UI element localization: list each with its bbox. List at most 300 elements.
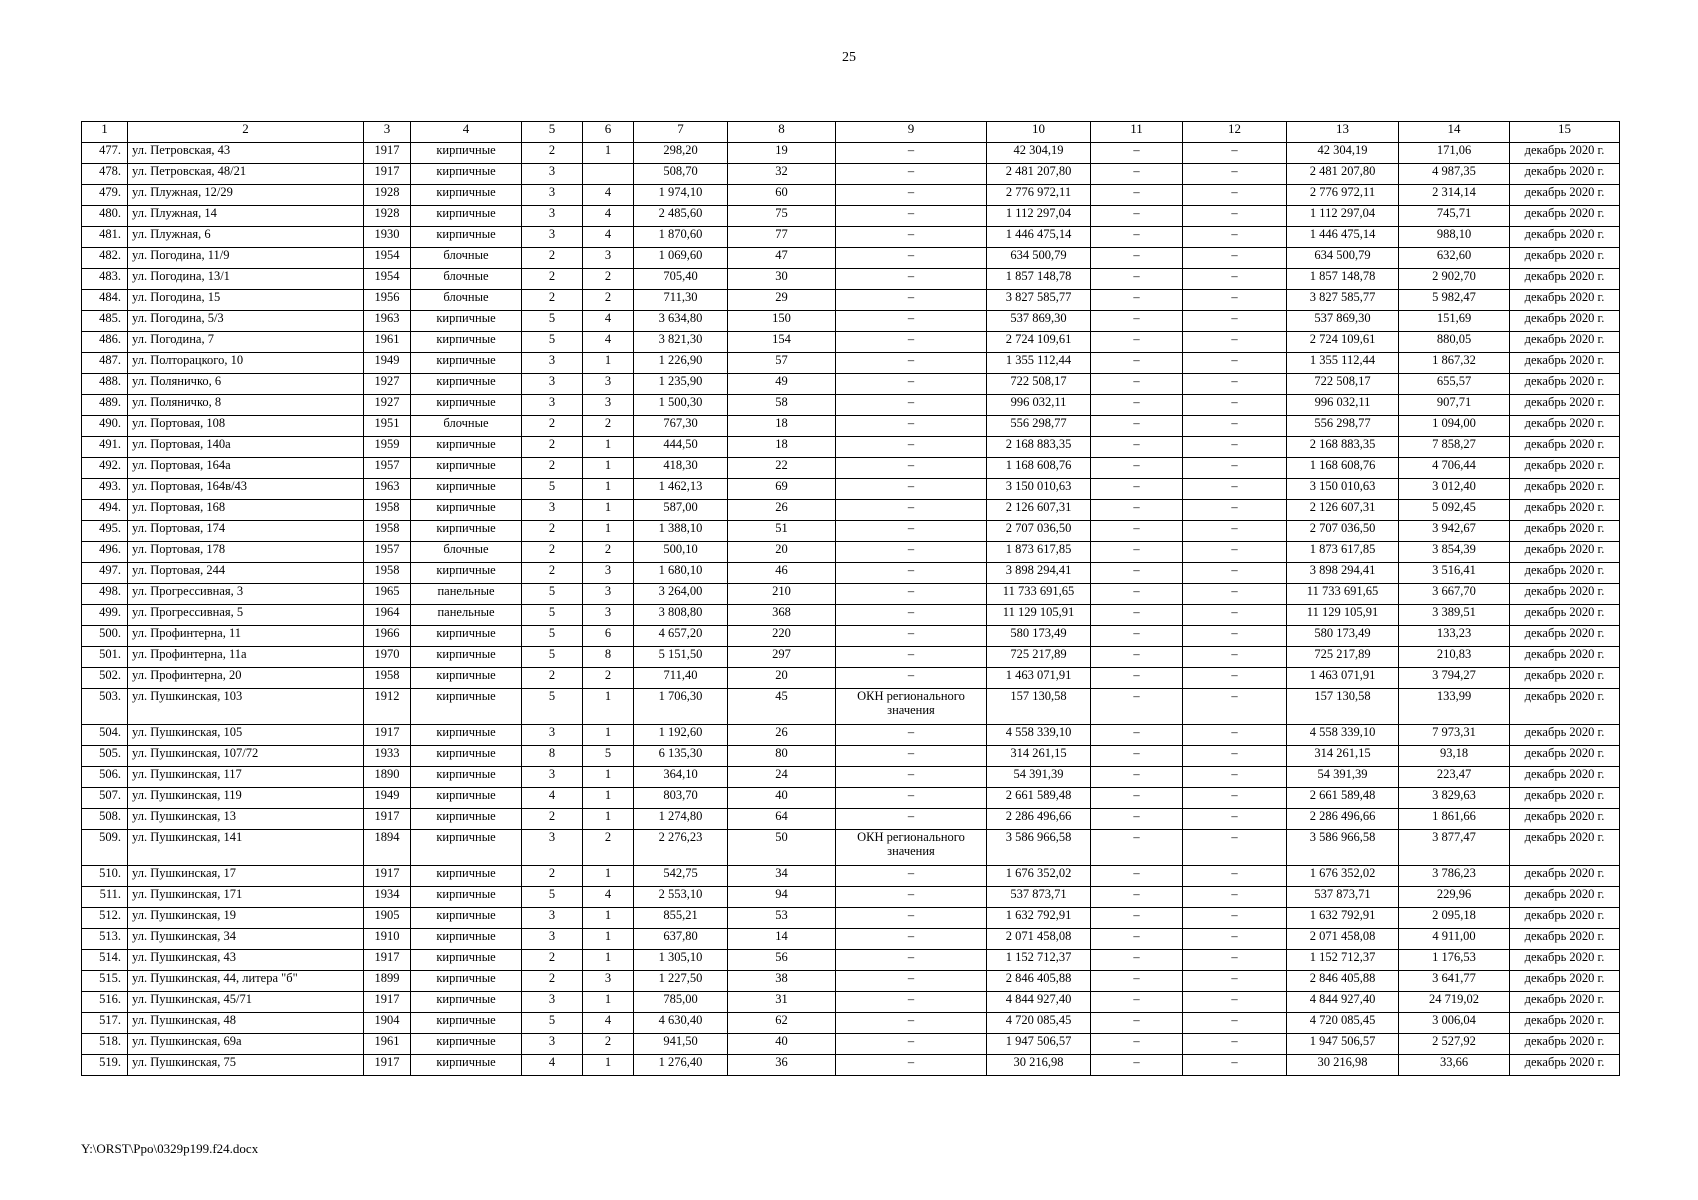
unit-cost-cell: 151,69: [1399, 311, 1510, 332]
entrances-cell: 2: [583, 1034, 634, 1055]
row-number: 517.: [82, 1013, 128, 1034]
residents-cell: 80: [728, 746, 836, 767]
deadline-cell: декабрь 2020 г.: [1510, 647, 1620, 668]
table-row: [82, 563, 1620, 584]
year-cell: 1957: [364, 458, 411, 479]
floors-cell: 2: [522, 866, 583, 887]
row-number: 496.: [82, 542, 128, 563]
deadline-cell: декабрь 2020 г.: [1510, 269, 1620, 290]
row-number: 493.: [82, 479, 128, 500]
col11-cell: –: [1091, 668, 1183, 689]
floors-cell: 2: [522, 809, 583, 830]
col12-cell: –: [1183, 929, 1287, 950]
row-number: 495.: [82, 521, 128, 542]
wall-material-cell: кирпичные: [411, 950, 522, 971]
cost-cell: 3 150 010,63: [987, 479, 1091, 500]
floors-cell: 3: [522, 767, 583, 788]
wall-material-cell: кирпичные: [411, 929, 522, 950]
status-cell: –: [836, 584, 987, 605]
deadline-cell: декабрь 2020 г.: [1510, 542, 1620, 563]
col11-cell: –: [1091, 992, 1183, 1013]
col12-cell: –: [1183, 992, 1287, 1013]
address-cell: ул. Профинтерна, 20: [128, 668, 364, 689]
area-cell: 1 227,50: [634, 971, 728, 992]
year-cell: 1949: [364, 788, 411, 809]
total-cost-cell: 54 391,39: [1287, 767, 1399, 788]
col11-cell: –: [1091, 458, 1183, 479]
total-cost-cell: 2 707 036,50: [1287, 521, 1399, 542]
wall-material-cell: кирпичные: [411, 143, 522, 164]
table-row: [82, 1055, 1620, 1076]
cost-cell: 1 857 148,78: [987, 269, 1091, 290]
table-row: [82, 626, 1620, 647]
year-cell: 1917: [364, 866, 411, 887]
address-cell: ул. Портовая, 164а: [128, 458, 364, 479]
row-number: 499.: [82, 605, 128, 626]
address-cell: ул. Плужная, 14: [128, 206, 364, 227]
status-cell: –: [836, 1055, 987, 1076]
residents-cell: 51: [728, 521, 836, 542]
status-cell: –: [836, 227, 987, 248]
col12-cell: –: [1183, 437, 1287, 458]
row-number: 507.: [82, 788, 128, 809]
col11-cell: –: [1091, 1055, 1183, 1076]
status-cell: –: [836, 788, 987, 809]
col12-cell: –: [1183, 479, 1287, 500]
unit-cost-cell: 2 095,18: [1399, 908, 1510, 929]
col12-cell: –: [1183, 647, 1287, 668]
total-cost-cell: 3 150 010,63: [1287, 479, 1399, 500]
total-cost-cell: 4 720 085,45: [1287, 1013, 1399, 1034]
total-cost-cell: 2 126 607,31: [1287, 500, 1399, 521]
column-header: 8: [728, 122, 836, 143]
residents-cell: 58: [728, 395, 836, 416]
year-cell: 1917: [364, 725, 411, 746]
col11-cell: –: [1091, 929, 1183, 950]
wall-material-cell: кирпичные: [411, 626, 522, 647]
row-number: 498.: [82, 584, 128, 605]
unit-cost-cell: 24 719,02: [1399, 992, 1510, 1013]
year-cell: 1964: [364, 605, 411, 626]
col12-cell: –: [1183, 164, 1287, 185]
table-row: [82, 866, 1620, 887]
file-path-footer: Y:\ORST\Ppo\0329p199.f24.docx: [81, 1141, 259, 1156]
residents-cell: 19: [728, 143, 836, 164]
address-cell: ул. Погодина, 5/3: [128, 311, 364, 332]
row-number: 502.: [82, 668, 128, 689]
address-cell: ул. Плужная, 6: [128, 227, 364, 248]
wall-material-cell: кирпичные: [411, 689, 522, 725]
area-cell: 3 821,30: [634, 332, 728, 353]
address-cell: ул. Портовая, 164в/43: [128, 479, 364, 500]
wall-material-cell: кирпичные: [411, 185, 522, 206]
total-cost-cell: 2 071 458,08: [1287, 929, 1399, 950]
col11-cell: –: [1091, 521, 1183, 542]
status-cell: –: [836, 290, 987, 311]
area-cell: 2 485,60: [634, 206, 728, 227]
col11-cell: –: [1091, 647, 1183, 668]
deadline-cell: декабрь 2020 г.: [1510, 626, 1620, 647]
area-cell: 508,70: [634, 164, 728, 185]
area-cell: 3 808,80: [634, 605, 728, 626]
cost-cell: 2 724 109,61: [987, 332, 1091, 353]
address-cell: ул. Пушкинская, 103: [128, 689, 364, 725]
area-cell: 587,00: [634, 500, 728, 521]
address-cell: ул. Пушкинская, 17: [128, 866, 364, 887]
col11-cell: –: [1091, 332, 1183, 353]
total-cost-cell: 2 724 109,61: [1287, 332, 1399, 353]
floors-cell: 2: [522, 416, 583, 437]
wall-material-cell: кирпичные: [411, 479, 522, 500]
entrances-cell: 1: [583, 866, 634, 887]
wall-material-cell: кирпичные: [411, 887, 522, 908]
status-cell: –: [836, 971, 987, 992]
area-cell: 941,50: [634, 1034, 728, 1055]
deadline-cell: декабрь 2020 г.: [1510, 929, 1620, 950]
year-cell: 1954: [364, 269, 411, 290]
address-cell: ул. Портовая, 140а: [128, 437, 364, 458]
cost-cell: 3 898 294,41: [987, 563, 1091, 584]
total-cost-cell: 634 500,79: [1287, 248, 1399, 269]
year-cell: 1905: [364, 908, 411, 929]
year-cell: 1917: [364, 143, 411, 164]
col11-cell: –: [1091, 416, 1183, 437]
col11-cell: –: [1091, 353, 1183, 374]
col12-cell: –: [1183, 767, 1287, 788]
residents-cell: 18: [728, 416, 836, 437]
total-cost-cell: 3 898 294,41: [1287, 563, 1399, 584]
table-body: [82, 143, 1620, 1076]
floors-cell: 2: [522, 971, 583, 992]
table-row: [82, 143, 1620, 164]
table-row: [82, 689, 1620, 725]
floors-cell: 2: [522, 269, 583, 290]
wall-material-cell: кирпичные: [411, 164, 522, 185]
address-cell: ул. Профинтерна, 11: [128, 626, 364, 647]
total-cost-cell: 1 168 608,76: [1287, 458, 1399, 479]
deadline-cell: декабрь 2020 г.: [1510, 908, 1620, 929]
row-number: 488.: [82, 374, 128, 395]
col12-cell: –: [1183, 830, 1287, 866]
table-row: [82, 395, 1620, 416]
floors-cell: 3: [522, 395, 583, 416]
deadline-cell: декабрь 2020 г.: [1510, 971, 1620, 992]
row-number: 518.: [82, 1034, 128, 1055]
floors-cell: 3: [522, 185, 583, 206]
area-cell: 1 192,60: [634, 725, 728, 746]
status-cell: –: [836, 164, 987, 185]
cost-cell: 2 661 589,48: [987, 788, 1091, 809]
total-cost-cell: 11 733 691,65: [1287, 584, 1399, 605]
table-row: [82, 374, 1620, 395]
row-number: 490.: [82, 416, 128, 437]
cost-cell: 2 286 496,66: [987, 809, 1091, 830]
data-table-container: [81, 121, 1619, 1076]
col12-cell: –: [1183, 185, 1287, 206]
floors-cell: 2: [522, 668, 583, 689]
floors-cell: 3: [522, 830, 583, 866]
entrances-cell: 1: [583, 458, 634, 479]
address-cell: ул. Пушкинская, 45/71: [128, 992, 364, 1013]
unit-cost-cell: 3 794,27: [1399, 668, 1510, 689]
total-cost-cell: 1 112 297,04: [1287, 206, 1399, 227]
area-cell: 1 305,10: [634, 950, 728, 971]
col12-cell: –: [1183, 311, 1287, 332]
table-row: [82, 542, 1620, 563]
total-cost-cell: 42 304,19: [1287, 143, 1399, 164]
area-cell: 298,20: [634, 143, 728, 164]
residents-cell: 26: [728, 725, 836, 746]
address-cell: ул. Плужная, 12/29: [128, 185, 364, 206]
entrances-cell: 1: [583, 437, 634, 458]
entrances-cell: 8: [583, 647, 634, 668]
floors-cell: 8: [522, 746, 583, 767]
entrances-cell: 1: [583, 500, 634, 521]
col11-cell: –: [1091, 605, 1183, 626]
status-cell: –: [836, 542, 987, 563]
address-cell: ул. Пушкинская, 48: [128, 1013, 364, 1034]
total-cost-cell: 1 463 071,91: [1287, 668, 1399, 689]
col11-cell: –: [1091, 542, 1183, 563]
area-cell: 418,30: [634, 458, 728, 479]
col12-cell: –: [1183, 971, 1287, 992]
total-cost-cell: 537 873,71: [1287, 887, 1399, 908]
col11-cell: –: [1091, 563, 1183, 584]
wall-material-cell: кирпичные: [411, 767, 522, 788]
wall-material-cell: кирпичные: [411, 992, 522, 1013]
residents-cell: 50: [728, 830, 836, 866]
column-header: 10: [987, 122, 1091, 143]
entrances-cell: 1: [583, 725, 634, 746]
area-cell: 4 630,40: [634, 1013, 728, 1034]
unit-cost-cell: 3 641,77: [1399, 971, 1510, 992]
deadline-cell: декабрь 2020 г.: [1510, 311, 1620, 332]
entrances-cell: 3: [583, 605, 634, 626]
year-cell: 1951: [364, 416, 411, 437]
col12-cell: –: [1183, 908, 1287, 929]
area-cell: 711,40: [634, 668, 728, 689]
cost-cell: 30 216,98: [987, 1055, 1091, 1076]
address-cell: ул. Пушкинская, 44, литера "б": [128, 971, 364, 992]
deadline-cell: декабрь 2020 г.: [1510, 725, 1620, 746]
wall-material-cell: кирпичные: [411, 458, 522, 479]
year-cell: 1917: [364, 950, 411, 971]
col12-cell: –: [1183, 374, 1287, 395]
status-cell: –: [836, 746, 987, 767]
total-cost-cell: 3 827 585,77: [1287, 290, 1399, 311]
cost-cell: 42 304,19: [987, 143, 1091, 164]
area-cell: 803,70: [634, 788, 728, 809]
cost-cell: 2 481 207,80: [987, 164, 1091, 185]
area-cell: 3 634,80: [634, 311, 728, 332]
table-row: [82, 1034, 1620, 1055]
table-row: [82, 725, 1620, 746]
status-cell: –: [836, 725, 987, 746]
year-cell: 1958: [364, 500, 411, 521]
wall-material-cell: кирпичные: [411, 908, 522, 929]
residents-cell: 46: [728, 563, 836, 584]
deadline-cell: декабрь 2020 г.: [1510, 479, 1620, 500]
floors-cell: 5: [522, 479, 583, 500]
residents-cell: 20: [728, 542, 836, 563]
floors-cell: 5: [522, 689, 583, 725]
row-number: 512.: [82, 908, 128, 929]
year-cell: 1949: [364, 353, 411, 374]
unit-cost-cell: 632,60: [1399, 248, 1510, 269]
total-cost-cell: 1 676 352,02: [1287, 866, 1399, 887]
col11-cell: –: [1091, 206, 1183, 227]
wall-material-cell: кирпичные: [411, 809, 522, 830]
status-cell: –: [836, 479, 987, 500]
deadline-cell: декабрь 2020 г.: [1510, 290, 1620, 311]
deadline-cell: декабрь 2020 г.: [1510, 563, 1620, 584]
col11-cell: –: [1091, 725, 1183, 746]
entrances-cell: 4: [583, 887, 634, 908]
total-cost-cell: 725 217,89: [1287, 647, 1399, 668]
year-cell: 1894: [364, 830, 411, 866]
col12-cell: –: [1183, 563, 1287, 584]
address-cell: ул. Портовая, 168: [128, 500, 364, 521]
address-cell: ул. Петровская, 48/21: [128, 164, 364, 185]
unit-cost-cell: 3 012,40: [1399, 479, 1510, 500]
deadline-cell: декабрь 2020 г.: [1510, 332, 1620, 353]
status-cell: –: [836, 311, 987, 332]
residents-cell: 26: [728, 500, 836, 521]
unit-cost-cell: 1 867,32: [1399, 353, 1510, 374]
cost-cell: 4 558 339,10: [987, 725, 1091, 746]
year-cell: 1928: [364, 185, 411, 206]
col11-cell: –: [1091, 626, 1183, 647]
wall-material-cell: кирпичные: [411, 668, 522, 689]
total-cost-cell: 2 776 972,11: [1287, 185, 1399, 206]
column-header: 11: [1091, 122, 1183, 143]
floors-cell: 3: [522, 500, 583, 521]
status-cell: –: [836, 374, 987, 395]
col12-cell: –: [1183, 206, 1287, 227]
residents-cell: 154: [728, 332, 836, 353]
area-cell: 1 388,10: [634, 521, 728, 542]
cost-cell: 634 500,79: [987, 248, 1091, 269]
year-cell: 1899: [364, 971, 411, 992]
col11-cell: –: [1091, 584, 1183, 605]
year-cell: 1930: [364, 227, 411, 248]
table-row: [82, 992, 1620, 1013]
unit-cost-cell: 1 861,66: [1399, 809, 1510, 830]
address-cell: ул. Пушкинская, 107/72: [128, 746, 364, 767]
entrances-cell: 1: [583, 992, 634, 1013]
total-cost-cell: 30 216,98: [1287, 1055, 1399, 1076]
table-row: [82, 521, 1620, 542]
unit-cost-cell: 655,57: [1399, 374, 1510, 395]
col12-cell: –: [1183, 605, 1287, 626]
status-cell: –: [836, 500, 987, 521]
status-cell: ОКН регионального значения: [836, 830, 987, 866]
total-cost-cell: 1 873 617,85: [1287, 542, 1399, 563]
row-number: 505.: [82, 746, 128, 767]
address-cell: ул. Погодина, 7: [128, 332, 364, 353]
entrances-cell: 3: [583, 248, 634, 269]
column-header: 6: [583, 122, 634, 143]
unit-cost-cell: 4 706,44: [1399, 458, 1510, 479]
deadline-cell: декабрь 2020 г.: [1510, 1055, 1620, 1076]
floors-cell: 2: [522, 290, 583, 311]
wall-material-cell: кирпичные: [411, 353, 522, 374]
table-row: [82, 332, 1620, 353]
floors-cell: 5: [522, 584, 583, 605]
entrances-cell: 2: [583, 269, 634, 290]
residents-cell: 18: [728, 437, 836, 458]
residents-cell: 56: [728, 950, 836, 971]
residents-cell: 210: [728, 584, 836, 605]
status-cell: –: [836, 395, 987, 416]
col12-cell: –: [1183, 521, 1287, 542]
status-cell: –: [836, 626, 987, 647]
col11-cell: –: [1091, 830, 1183, 866]
table-row: [82, 908, 1620, 929]
floors-cell: 5: [522, 1013, 583, 1034]
floors-cell: 3: [522, 992, 583, 1013]
total-cost-cell: 157 130,58: [1287, 689, 1399, 725]
table-row: [82, 479, 1620, 500]
col11-cell: –: [1091, 788, 1183, 809]
col11-cell: –: [1091, 143, 1183, 164]
row-number: 492.: [82, 458, 128, 479]
year-cell: 1965: [364, 584, 411, 605]
col12-cell: –: [1183, 668, 1287, 689]
address-cell: ул. Петровская, 43: [128, 143, 364, 164]
row-number: 484.: [82, 290, 128, 311]
col11-cell: –: [1091, 500, 1183, 521]
residents-cell: 36: [728, 1055, 836, 1076]
address-cell: ул. Портовая, 174: [128, 521, 364, 542]
total-cost-cell: 2 286 496,66: [1287, 809, 1399, 830]
address-cell: ул. Пушкинская, 34: [128, 929, 364, 950]
deadline-cell: декабрь 2020 г.: [1510, 950, 1620, 971]
table-row: [82, 416, 1620, 437]
year-cell: 1917: [364, 992, 411, 1013]
year-cell: 1917: [364, 1055, 411, 1076]
table-row: [82, 248, 1620, 269]
cost-cell: 556 298,77: [987, 416, 1091, 437]
status-cell: –: [836, 1013, 987, 1034]
area-cell: 444,50: [634, 437, 728, 458]
entrances-cell: 1: [583, 353, 634, 374]
year-cell: 1904: [364, 1013, 411, 1034]
entrances-cell: 2: [583, 290, 634, 311]
table-row: [82, 311, 1620, 332]
deadline-cell: декабрь 2020 г.: [1510, 164, 1620, 185]
floors-cell: 3: [522, 908, 583, 929]
table-row: [82, 809, 1620, 830]
cost-cell: 725 217,89: [987, 647, 1091, 668]
row-number: 510.: [82, 866, 128, 887]
cost-cell: 1 632 792,91: [987, 908, 1091, 929]
deadline-cell: декабрь 2020 г.: [1510, 584, 1620, 605]
year-cell: 1961: [364, 1034, 411, 1055]
address-cell: ул. Профинтерна, 11а: [128, 647, 364, 668]
total-cost-cell: 3 586 966,58: [1287, 830, 1399, 866]
floors-cell: 4: [522, 1055, 583, 1076]
deadline-cell: декабрь 2020 г.: [1510, 788, 1620, 809]
cost-cell: 157 130,58: [987, 689, 1091, 725]
cost-cell: 11 129 105,91: [987, 605, 1091, 626]
table-header-row: [82, 122, 1620, 143]
entrances-cell: 2: [583, 416, 634, 437]
entrances-cell: 4: [583, 332, 634, 353]
address-cell: ул. Поляничко, 6: [128, 374, 364, 395]
entrances-cell: 1: [583, 788, 634, 809]
year-cell: 1970: [364, 647, 411, 668]
